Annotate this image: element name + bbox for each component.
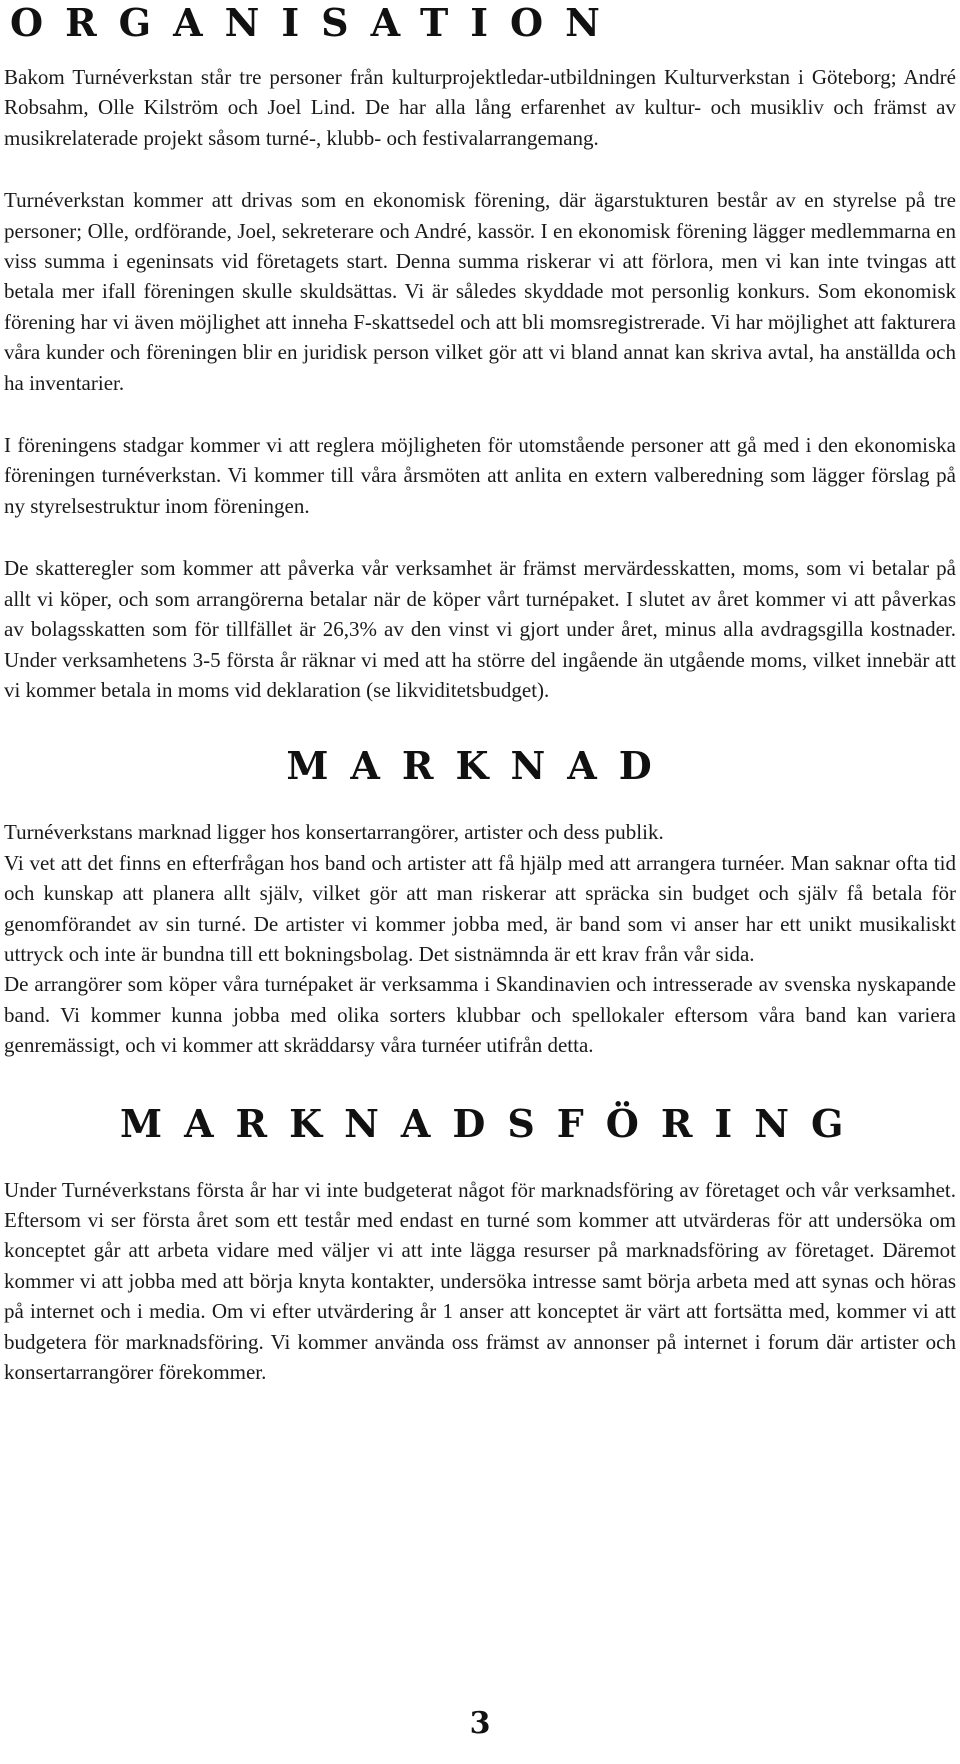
paragraph: Turnéverkstans marknad ligger hos konsertarrangörer, artister och dess publik. [4, 820, 664, 845]
section-heading-marknadsforing: MARKNADSFÖRING [120, 1100, 866, 1146]
paragraph: Vi vet att det finns en efterfrågan hos band och artister att få hjälp med att arrangera turnéer. Man saknar ofta tid och kunskap att planera allt själv, vilket gör att man riskerar att spräcka sin budget och själv få betala för genomförandet av sin turné. De artister vi kommer jobba med, är band som vi anser har ett unikt musikaliskt uttryck och inte är bundna till ett bokningsbolag. Det sistnämnda är ett krav från vår sida. [4, 850, 956, 966]
section-heading-marknad: MARKNAD [286, 743, 674, 789]
document-page [4, 0, 956, 1387]
page-number: 3 [469, 1706, 491, 1741]
paragraph: De arrangörer som köper våra turnépaket är verksamma i Skandinavien och intresserade av svenska nyskapande band. Vi kommer kunna jobba med olika sorters klubbar och spellokaler eftersom våra band kan variera genremässigt, och vi kommer att skräddarsy våra turnéer utifrån detta. [4, 972, 956, 1058]
paragraph: Under Turnéverkstans första år har vi inte budgeterat något för marknadsföring av företaget och vår verksamhet. Eftersom vi ser första året som ett testår med endast en turné som kommer att utvärderas för att undersöka om konceptet går att arbeta vidare med väljer vi att inte lägga resurser på marknadsföring av företaget. Däremot kommer vi att jobba med att börja knyta kontakter, undersöka intresse samt börja arbeta med att synas och höras på internet och i media. Om vi efter utvärdering år 1 anser att konceptet är värt att fortsätta med, kommer vi att budgetera för marknadsföring. Vi kommer använda oss främst av annonser på internet i forum där artister och konsertarrangörer förekommer. [4, 1177, 956, 1384]
paragraph: De skatteregler som kommer att påverka vår verksamhet är främst mervärdesskatten, moms, som vi betalar på allt vi köper, och som arrangörerna betalar när de köper vårt turnépaket. I slutet av året kommer vi att påverkas av bolagsskatten som för tillfället är 26,3% av den vinst vi gjort under året, minus alla avdragsgilla kostnader. Under verksamhetens 3-5 första år räknar vi med att ha större del ingående än utgående moms, vilket innebär att vi kommer betala in moms vid deklaration (se likviditetsbudget). [4, 556, 956, 702]
paragraph: Turnéverkstan kommer att drivas som en ekonomisk förening, där ägarstukturen består av en styrelse på tre personer; Olle, ordförande, Joel, sekreterare och André, kassör. I en ekonomisk förening lägger medlemmarna en viss summa i egeninsats vid företagets start. Denna summa riskerar vi att förlora, men vi kan inte tvingas att betala mer ifall föreningen skulle skuldsättas. Vi är således skyddade mot personlig konkurs. Som ekonomisk förening har vi även möjlighet att inneha F-skattsedel och att bli momsregistrerade. Vi har möjlighet att fakturera våra kunder och föreningen blir en juridisk person vilket gör att vi bland annat kan skriva avtal, ha anställda och ha inventarier. [4, 188, 956, 395]
section-heading-organisation: ORGANISATION [10, 0, 622, 45]
paragraph: I föreningens stadgar kommer vi att reglera möjligheten för utomstående personer att gå med i den ekonomiska föreningen turnéverkstan. Vi kommer till våra årsmöten att anlita en extern valberedning som lägger förslag på ny styrelsestruktur inom föreningen. [4, 433, 956, 518]
paragraph: Bakom Turnéverkstan står tre personer från kulturprojektledar-utbildningen Kulturverkstan i Göteborg; André Robsahm, Olle Kilström och Joel Lind. De har alla lång erfarenhet av kultur- och musikliv och främst av musikrelaterade projekt såsom turné-, klubb- och festivalarrangemang. [4, 65, 956, 150]
